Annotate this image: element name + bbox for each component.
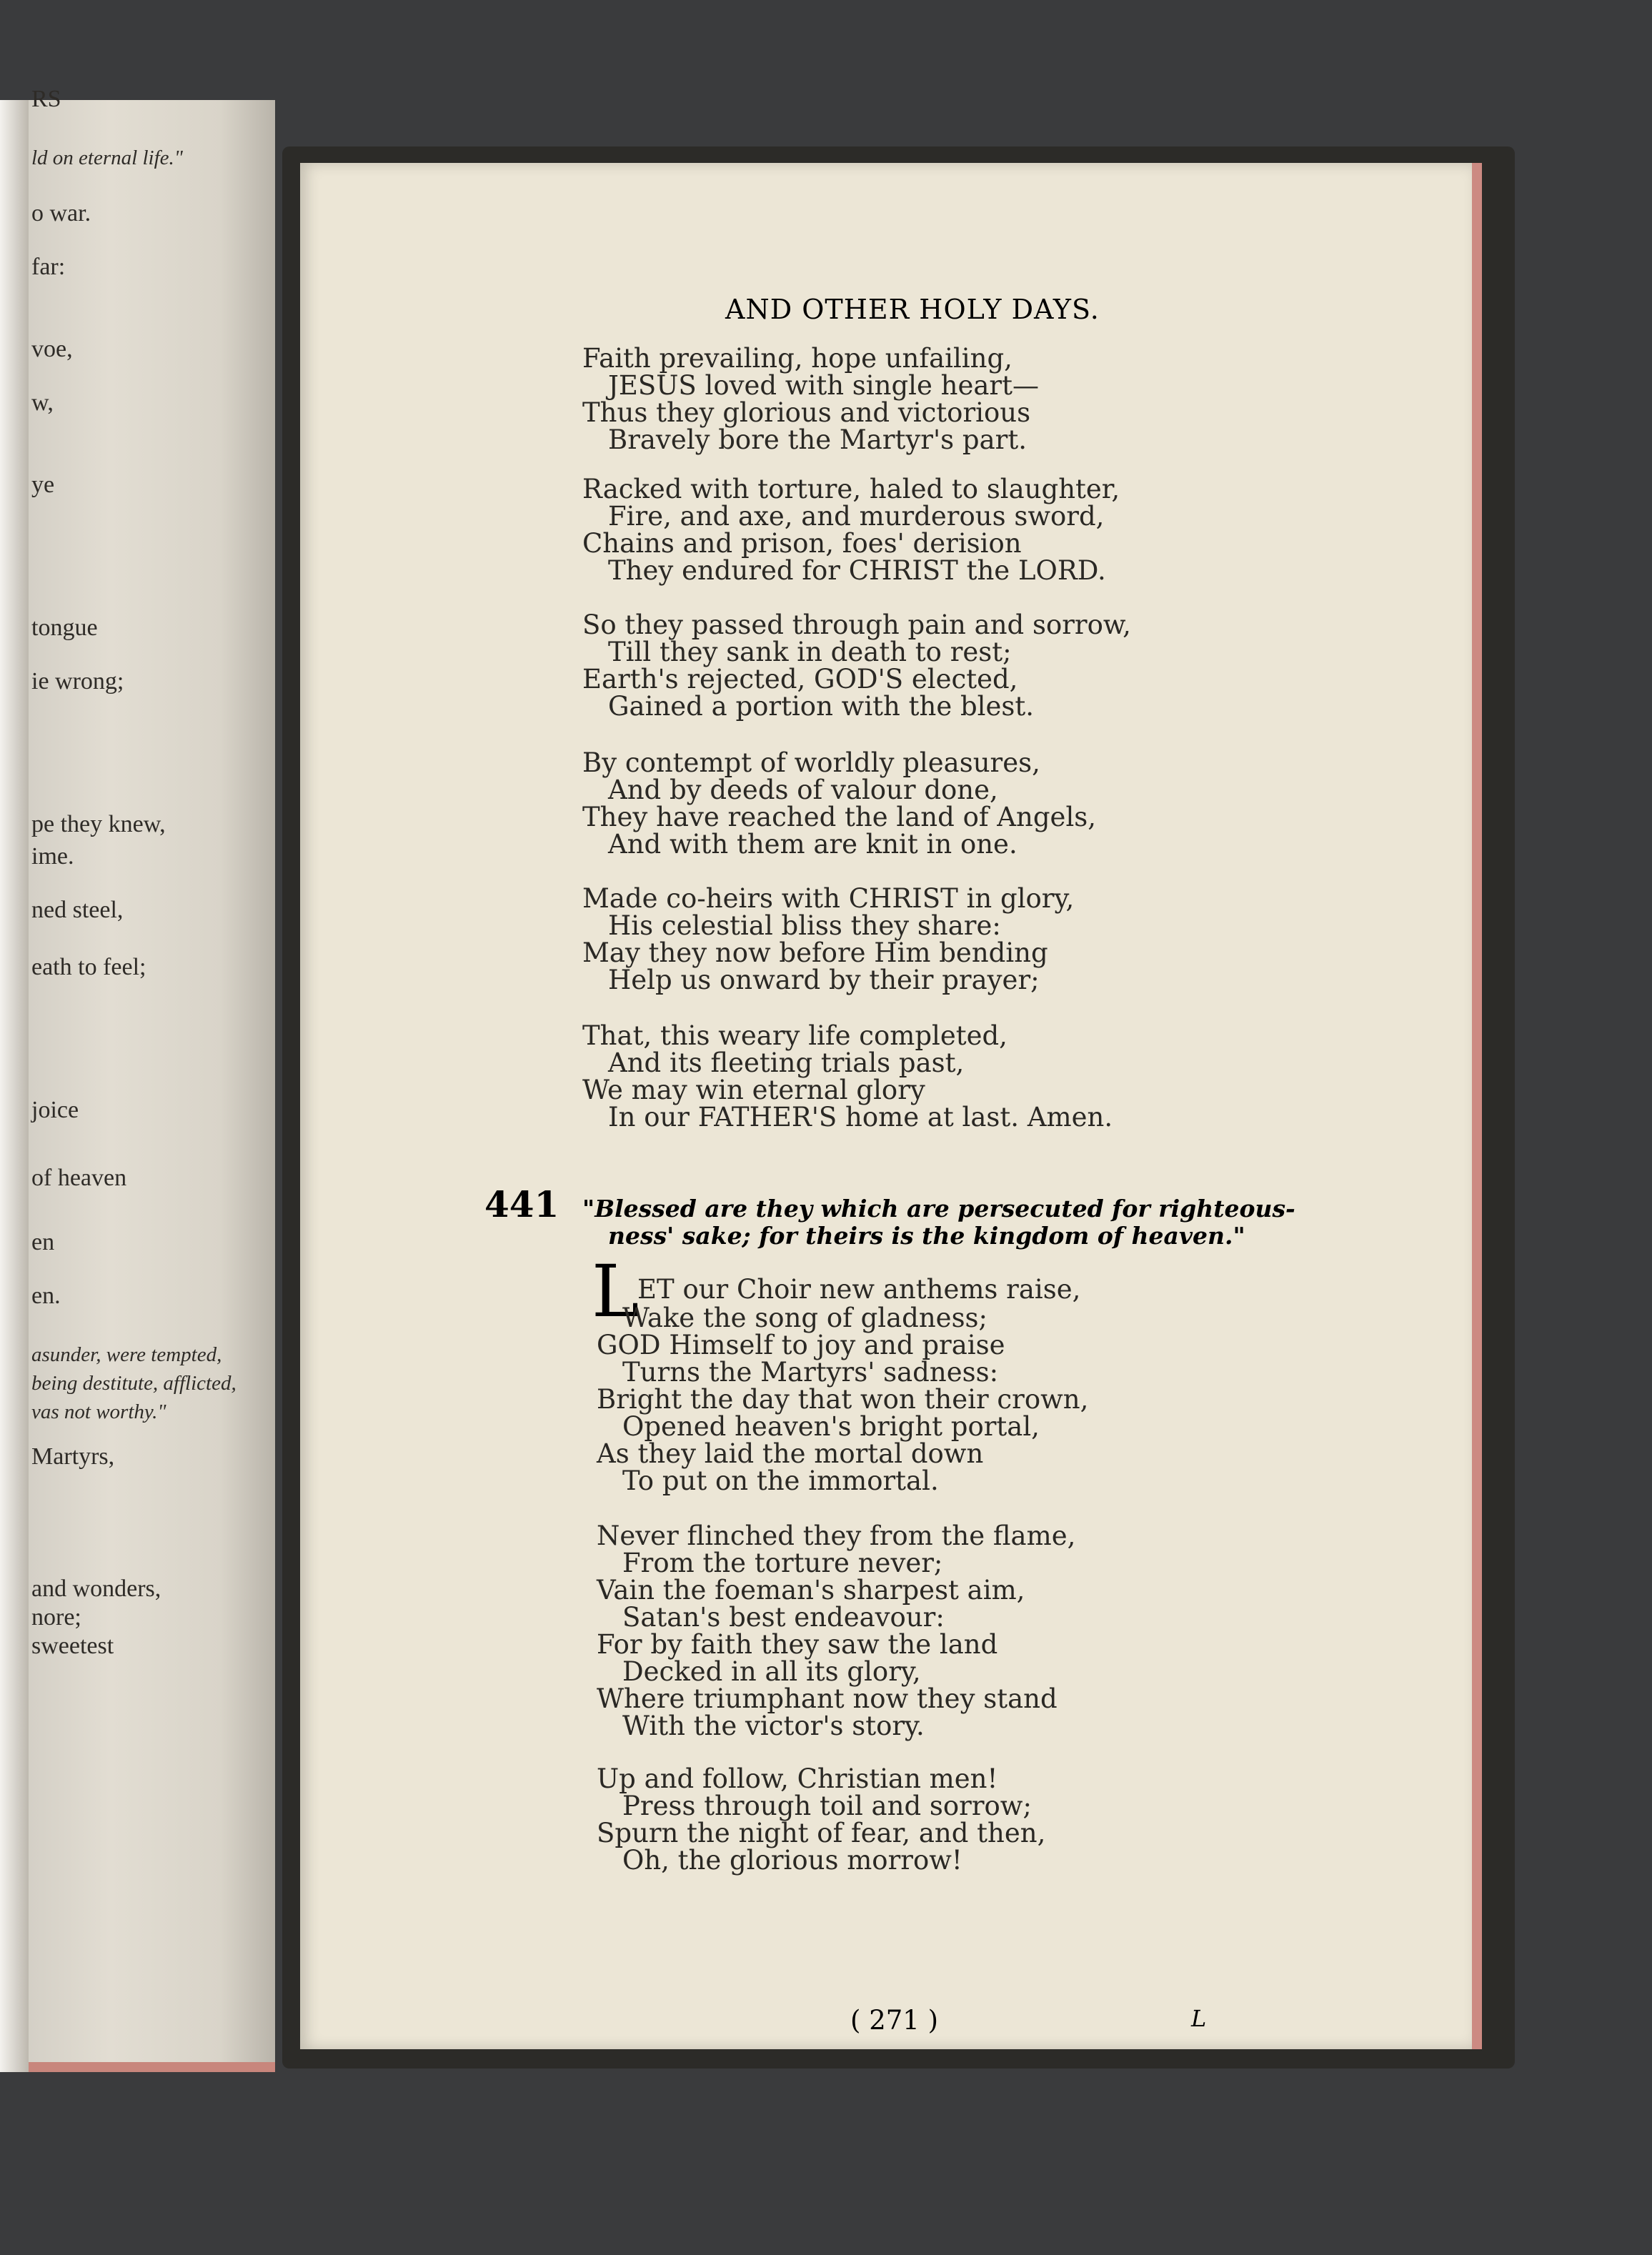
stanza xyxy=(582,1020,1113,1133)
left-page-fragment: RS xyxy=(31,86,61,112)
left-page-fragment: tongue xyxy=(31,614,98,641)
verse-line: And with them are knit in one. xyxy=(608,829,1017,860)
verse-line: By contempt of worldly pleasures, xyxy=(582,747,1040,778)
stanza xyxy=(582,609,1131,722)
verse-line: Bravely bore the Martyr's part. xyxy=(608,424,1027,455)
left-page-fragment: joice xyxy=(31,1097,79,1123)
verse-line: May they now before Him bending xyxy=(582,937,1048,968)
verse-line: Decked in all its glory, xyxy=(622,1656,921,1687)
verse-line: Help us onward by their prayer; xyxy=(608,965,1040,995)
left-page-fragment: far: xyxy=(31,254,66,280)
verse-line: Up and follow, Christian men! xyxy=(597,1763,998,1794)
verse-line: GOD Himself to joy and praise xyxy=(597,1330,1005,1360)
verse-line: JESUS loved with single heart— xyxy=(608,370,1039,401)
verse-line: Oh, the glorious morrow! xyxy=(622,1845,962,1876)
verse-line: Press through toil and sorrow; xyxy=(622,1791,1032,1821)
stanza xyxy=(582,343,1039,455)
verse-line: With the victor's story. xyxy=(622,1711,925,1741)
verse-line: Turns the Martyrs' sadness: xyxy=(622,1357,999,1388)
left-page-fragment: being destitute, afflicted, xyxy=(31,1372,237,1395)
left-page-fragment: en. xyxy=(31,1283,61,1309)
verse-line: Gained a portion with the blest. xyxy=(608,691,1035,722)
left-page-fragment: of heaven xyxy=(31,1165,127,1191)
verse-line: Chains and prison, foes' derision xyxy=(582,528,1022,559)
left-page-fragment: ime. xyxy=(31,843,74,870)
verse-line: And its fleeting trials past, xyxy=(608,1047,965,1078)
verse-line: Bright the day that won their crown, xyxy=(597,1384,1089,1415)
verse-line: Wake the song of gladness; xyxy=(622,1303,988,1333)
hymn-epigraph xyxy=(582,1195,1295,1250)
page-header: AND OTHER HOLY DAYS. xyxy=(725,294,1100,325)
verse-line: Made co-heirs with CHRIST in glory, xyxy=(582,883,1075,914)
stanza xyxy=(597,1520,1076,1741)
verse-line: Thus they glorious and victorious xyxy=(582,397,1031,428)
verse-line: Till they sank in death to rest; xyxy=(608,637,1012,667)
left-page-fragment: voe, xyxy=(31,336,73,362)
first-line-text: ET our Choir new anthems raise, xyxy=(637,1274,1081,1305)
left-page-red-edge xyxy=(29,2062,275,2072)
left-page-fragment: o war. xyxy=(31,200,91,227)
page-red-edge xyxy=(1472,163,1482,2049)
left-page-fragment: Martyrs, xyxy=(31,1443,115,1470)
stanza xyxy=(582,883,1075,995)
hymn-number: 441 xyxy=(484,1183,559,1225)
left-page-fragment: pe they knew, xyxy=(31,811,166,837)
left-page-edge xyxy=(0,100,29,2072)
signature-mark: L xyxy=(1191,2005,1207,2032)
verse-line: To put on the immortal. xyxy=(622,1465,939,1496)
verse-line: Earth's rejected, GOD'S elected, xyxy=(582,664,1018,695)
verse-line: Never flinched they from the flame, xyxy=(597,1520,1076,1551)
verse-line: Opened heaven's bright portal, xyxy=(622,1411,1040,1442)
verse-line: And by deeds of valour done, xyxy=(608,775,998,805)
verse-line: So they passed through pain and sorrow, xyxy=(582,609,1131,640)
left-page-fragment: asunder, were tempted, xyxy=(31,1343,222,1366)
verse-line: Fire, and axe, and murderous sword, xyxy=(608,501,1105,532)
left-page-fragment: and wonders, xyxy=(31,1575,161,1602)
left-page-fragment: eath to feel; xyxy=(31,954,146,980)
right-page xyxy=(300,163,1472,2049)
left-page-fragment: sweetest xyxy=(31,1633,114,1659)
stanza xyxy=(582,747,1097,860)
verse-line: In our FATHER'S home at last. Amen. xyxy=(608,1102,1113,1133)
left-page xyxy=(0,86,275,2072)
verse-line: They have reached the land of Angels, xyxy=(582,802,1097,832)
left-page-fragment: vas not worthy." xyxy=(31,1400,166,1423)
stanza xyxy=(582,474,1120,586)
epigraph-line: "Blessed are they which are persecuted for righteous- xyxy=(582,1195,1295,1223)
verse-line: That, this weary life completed, xyxy=(582,1020,1007,1051)
verse-line: They endured for CHRIST the LORD. xyxy=(608,555,1106,586)
stanza xyxy=(597,1763,1046,1876)
left-page-fragment: ie wrong; xyxy=(31,668,124,695)
verse-line: As they laid the mortal down xyxy=(597,1438,984,1469)
left-page-fragment: en xyxy=(31,1229,55,1255)
stanza xyxy=(597,1303,1089,1496)
verse-line: Faith prevailing, hope unfailing, xyxy=(582,343,1012,374)
left-page-fragment: ye xyxy=(31,472,55,498)
left-page-fragment: ned steel, xyxy=(31,897,124,923)
left-page-fragment: ld on eternal life." xyxy=(31,146,183,169)
first-line xyxy=(637,1274,1081,1305)
verse-line: We may win eternal glory xyxy=(582,1075,925,1105)
verse-line: For by faith they saw the land xyxy=(597,1629,998,1660)
verse-line: Satan's best endeavour: xyxy=(622,1602,945,1633)
drop-cap: L xyxy=(592,1250,640,1333)
left-page-fragment: w, xyxy=(31,389,54,416)
page-number: ( 271 ) xyxy=(850,2005,939,2036)
epigraph-line: ness' sake; for theirs is the kingdom of heaven." xyxy=(608,1222,1245,1250)
verse-line: From the torture never; xyxy=(622,1548,943,1578)
verse-line: His celestial bliss they share: xyxy=(608,910,1001,941)
verse-line: Spurn the night of fear, and then, xyxy=(597,1818,1046,1848)
verse-line: Racked with torture, haled to slaughter, xyxy=(582,474,1120,504)
left-page-fragment: nore; xyxy=(31,1604,81,1631)
verse-line: Where triumphant now they stand xyxy=(597,1683,1058,1714)
verse-line: Vain the foeman's sharpest aim, xyxy=(597,1575,1025,1606)
